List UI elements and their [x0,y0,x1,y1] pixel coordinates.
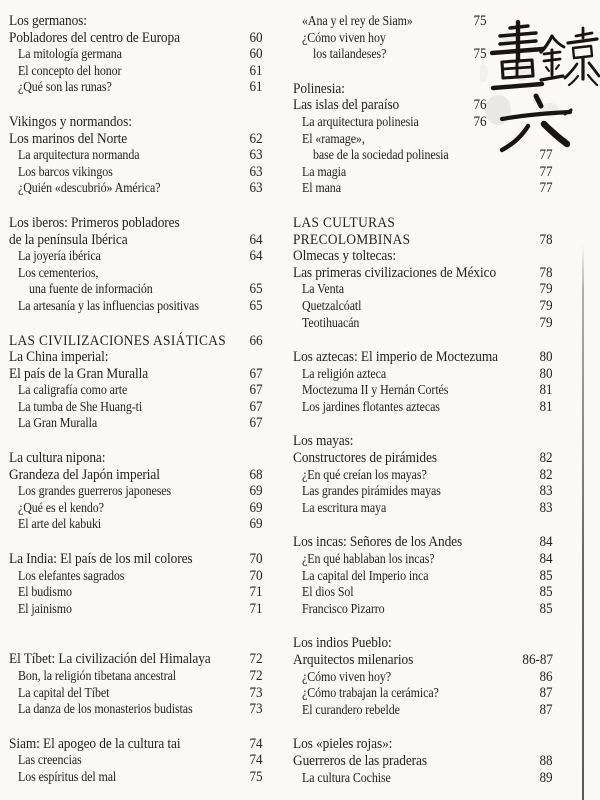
toc-entry-page-number: 89 [539,769,553,786]
toc-entry-page-number: 72 [249,668,263,684]
toc-entry [9,232,263,249]
toc-entry [9,601,263,618]
toc-entry-page-number: 76 [473,97,487,114]
toc-entry-title: Los grandes guerreros japoneses [18,483,172,499]
toc-entry-page-number: 80 [539,349,553,366]
toc-entry-title: La caligrafía como arte [18,382,128,398]
toc-entry-page-number: 66 [249,332,263,349]
toc-entry-page-number: 79 [539,297,553,314]
toc-entry-page-number: 72 [249,651,263,668]
toc-entry-title: «Ana y el rey de Siam» [302,13,413,28]
toc-entry [293,281,553,298]
toc-entry-title: Los indios Pueblo: [293,634,392,652]
toc-entry [9,215,263,232]
toc-entry-title: Los aztecas: El imperio de Moctezuma [293,348,499,366]
toc-entry [293,601,553,618]
toc-entry-page-number: 81 [539,398,553,415]
toc-entry-page-number: 85 [539,600,553,617]
toc-entry [9,333,263,350]
toc-entry [9,30,263,47]
toc-entry [293,584,553,601]
toc-entry [293,433,553,450]
toc-entry-page-number: 65 [249,297,263,314]
toc-entry [293,500,553,517]
toc-entry-title: El arte del kabuki [18,516,102,532]
toc-entry-page-number: 84 [539,534,553,551]
toc-entry-title: los tailandeses? [313,46,387,62]
toc-entry-title: Bon, la religión tibetana ancestral [18,668,177,683]
toc-entry-title: Los barcos vikingos [18,163,113,179]
toc-entry [293,248,553,265]
toc-entry-title: Las grandes pirámides mayas [302,483,441,499]
toc-entry [293,685,553,702]
toc-entry [9,131,263,148]
toc-entry [293,382,553,399]
calligraphy-character-lu [541,28,599,85]
toc-entry [293,483,553,500]
toc-entry-title: ¿Cómo viven hoy [302,29,386,45]
toc-entry-page-number: 86-87 [522,652,553,668]
toc-entry-title: La danza de los monasterios budistas [18,701,193,717]
toc-entry [9,769,263,786]
toc-entry-title: Francisco Pizarro [302,600,385,616]
toc-entry [293,467,553,484]
toc-entry-title: Los marinos del Norte [9,129,128,147]
toc-entry-title: El budismo [18,584,72,600]
toc-entry-title: Pobladores del centro de Europa [9,28,180,46]
toc-entry [9,281,263,298]
toc-entry-page-number: 67 [249,382,263,399]
toc-entry-page-number: 77 [539,180,553,197]
toc-entry-page-number: 79 [539,281,553,298]
toc-entry-title: Olmecas y toltecas: [293,247,396,265]
toc-entry [9,114,263,131]
toc-entry [293,736,553,753]
toc-entry [293,298,553,315]
toc-entry-title: La arquitectura polinesia [302,113,419,129]
toc-entry-page-number: 87 [539,701,553,718]
toc-entry [9,651,263,668]
toc-entry-page-number: 75 [249,768,263,785]
toc-entry [293,551,553,568]
toc-entry [9,382,263,399]
toc-entry-title: La India: El país de los mil colores [9,550,193,568]
toc-entry-title: La Venta [302,281,344,297]
toc-entry-title: Los iberos: Primeros pobladores [9,213,180,231]
toc-entry [293,753,553,770]
toc-entry-title: Polinesia: [293,79,345,97]
toc-entry-title: El mana [302,180,341,196]
toc-entry-title: La magia [302,163,347,179]
toc-entry-page-number: 71 [249,600,263,617]
toc-entry-page-number: 64 [249,231,263,248]
toc-entry-title: LAS CULTURAS [293,213,396,231]
toc-entry [9,265,263,282]
toc-entry-title: Vikingos y normandos: [9,112,132,130]
toc-entry-title: ¿En qué creían los mayas? [302,466,427,482]
toc-entry-page-number: 74 [249,735,263,752]
toc-entry [9,366,263,383]
toc-entry-title: La capital del Tíbet [18,684,110,700]
toc-entry-title: El dios Sol [302,584,354,600]
toc-entry [293,315,553,332]
toc-entry-page-number: 61 [249,79,263,96]
toc-entry [9,79,263,96]
toc-entry-page-number: 85 [539,567,553,584]
toc-entry-title: La joyería ibérica [18,248,101,264]
toc-entry [9,248,263,265]
toc-entry-page-number: 67 [249,415,263,432]
toc-entry-page-number: 73 [249,701,263,718]
toc-entry-title: Los cementerios, [18,264,99,280]
toc-entry-title: ¿Qué es el kendo? [18,499,104,515]
toc-entry-title: ¿Cómo viven hoy? [302,668,391,684]
toc-entry [9,63,263,80]
toc-entry-page-number: 74 [249,752,263,769]
toc-entry [9,551,263,568]
toc-entry-title: Las creencias [18,752,82,768]
toc-entry-page-number: 69 [249,516,263,533]
toc-entry-page-number: 70 [249,567,263,584]
toc-entry-page-number: 76 [473,113,487,130]
toc-entry-page-number: 83 [539,483,553,500]
toc-entry-title: Los incas: Señores de los Andes [293,533,463,551]
toc-entry [293,669,553,686]
toc-entry [9,516,263,533]
toc-entry-title: Teotihuacán [302,314,360,330]
toc-entry [9,46,263,63]
toc-entry-page-number: 87 [539,685,553,702]
toc-entry-page-number: 77 [539,163,553,180]
toc-entry-title: una fuente de información [29,281,153,297]
toc-entry-title: El jainismo [18,600,72,616]
toc-entry-title: Los mayas: [293,432,354,450]
toc-entry-title: Constructores de pirámides [293,449,437,467]
toc-entry-page-number: 71 [249,584,263,601]
toc-entry-page-number: 82 [539,450,553,467]
toc-entry-title: El curandero rebelde [302,701,400,717]
toc-entry-title: Grandeza del Japón imperial [9,465,160,483]
toc-entry-page-number: 81 [539,382,553,399]
toc-entry-title: La religión azteca [302,365,387,381]
toc-entry-title: La mitología germana [18,46,122,62]
toc-entry-title: La escritura maya [302,499,387,515]
toc-entry-page-number: 88 [539,752,553,769]
page-edge-scan-line [582,245,584,800]
toc-entry-title: Los espíritus del mal [18,768,117,784]
toc-entry-page-number: 69 [249,499,263,516]
toc-entry [293,770,553,787]
toc-entry-page-number: 60 [249,46,263,63]
toc-entry [293,265,553,282]
toc-entry [9,701,263,718]
toc-entry-title: Los elefantes sagrados [18,567,125,583]
toc-entry [9,147,263,164]
toc-entry-title: El Tíbet: La civilización del Himalaya [9,650,211,668]
toc-entry-page-number: 64 [249,248,263,265]
toc-entry-page-number: 65 [249,281,263,298]
toc-entry-title: Las primeras civilizaciones de México [293,263,497,281]
toc-entry-page-number: 78 [539,231,553,248]
calligraphy-character-hua [492,22,543,88]
toc-entry [9,467,263,484]
toc-entry [9,164,263,181]
toc-entry [293,568,553,585]
toc-entry-title: LAS CIVILIZACIONES ASIÁTICAS [9,331,227,349]
toc-entry [9,752,263,769]
toc-entry-title: Moctezuma II y Hernán Cortés [302,382,449,398]
toc-entry-page-number: 69 [249,483,263,500]
toc-entry-page-number: 85 [539,584,553,601]
toc-entry-page-number: 63 [249,180,263,197]
toc-entry [293,366,553,383]
toc-entry-page-number: 78 [539,264,553,281]
toc-entry-page-number: 82 [539,466,553,483]
toc-entry-title: base de la sociedad polinesia [313,147,449,163]
toc-entry-page-number: 79 [539,314,553,331]
brush-calligraphy-artwork [480,18,600,153]
toc-entry [293,180,553,197]
toc-entry-title: ¿Quién «descubrió» América? [18,180,161,196]
toc-entry-page-number: 73 [249,684,263,701]
toc-entry-page-number: 67 [249,365,263,382]
toc-column-left [9,13,263,786]
calligraphy-character-liu [502,96,571,150]
toc-entry-page-number: 61 [249,62,263,79]
toc-entry [9,180,263,197]
toc-entry [9,500,263,517]
toc-entry [293,215,553,232]
toc-entry-page-number: 62 [249,130,263,147]
toc-entry [293,702,553,719]
toc-entry-page-number: 63 [249,147,263,164]
toc-entry-title: Los «pieles rojas»: [293,735,393,753]
toc-entry-title: ¿Cómo trabajan la cerámica? [302,685,439,701]
toc-entry-title: La arquitectura normanda [18,147,140,163]
toc-entry-page-number: 75 [473,46,487,63]
toc-entry-title: Siam: El apogeo de la cultura tai [9,734,181,752]
toc-entry [9,584,263,601]
toc-entry-page-number: 70 [249,551,263,568]
toc-entry-page-number: 75 [473,13,487,29]
toc-entry-page-number: 84 [539,551,553,568]
toc-entry-title: Guerreros de las praderas [293,751,427,769]
toc-entry [9,450,263,467]
toc-entry-title: Los jardines flotantes aztecas [302,398,440,414]
toc-entry-title: La capital del Imperio inca [302,567,429,583]
toc-entry-title: La cultura Cochise [302,769,391,785]
toc-entry [293,635,553,652]
toc-entry [293,450,553,467]
toc-entry [9,349,263,366]
toc-entry-page-number: 60 [249,29,263,46]
toc-entry-title: Las islas del paraíso [293,96,400,114]
toc-entry-page-number: 68 [249,466,263,483]
toc-entry-title: El concepto del honor [18,62,122,78]
toc-entry-title: La tumba de She Huang-ti [18,398,143,414]
toc-entry-title: La Gran Muralla [18,415,98,431]
toc-entry-title: El «ramage», [302,130,365,146]
toc-entry [293,399,553,416]
toc-entry [9,298,263,315]
toc-entry-title: La China imperial: [9,348,109,366]
toc-entry-title: El país de la Gran Muralla [9,364,149,382]
toc-entry [9,13,263,30]
toc-entry-title: ¿Qué son las runas? [18,79,112,95]
toc-entry-title: La cultura nipona: [9,449,106,467]
toc-entry [9,568,263,585]
toc-entry [9,668,263,685]
toc-entry-title: Quetzalcóatl [302,297,362,313]
toc-entry-title: Los germanos: [9,12,87,29]
toc-entry [293,232,553,249]
toc-entry [293,534,553,551]
toc-entry-title: de la península Ibérica [9,230,128,248]
toc-entry [293,349,553,366]
toc-entry [293,164,553,181]
toc-entry-page-number: 77 [539,147,553,164]
toc-entry-page-number: 67 [249,398,263,415]
toc-entry [9,685,263,702]
toc-entry [9,399,263,416]
toc-entry-page-number: 83 [539,499,553,516]
toc-entry [9,415,263,432]
toc-entry-page-number: 86 [539,668,553,685]
toc-entry-page-number: 80 [539,365,553,382]
toc-entry [9,483,263,500]
toc-entry [9,736,263,753]
toc-entry-page-number: 63 [249,163,263,180]
toc-entry-title: Arquitectos milenarios [293,651,414,668]
toc-entry-title: La artesanía y las influencias positivas [18,297,199,313]
toc-entry-title: ¿En qué hablaban los incas? [302,551,435,567]
toc-entry-title: PRECOLOMBINAS [293,230,411,248]
toc-entry [293,652,553,669]
